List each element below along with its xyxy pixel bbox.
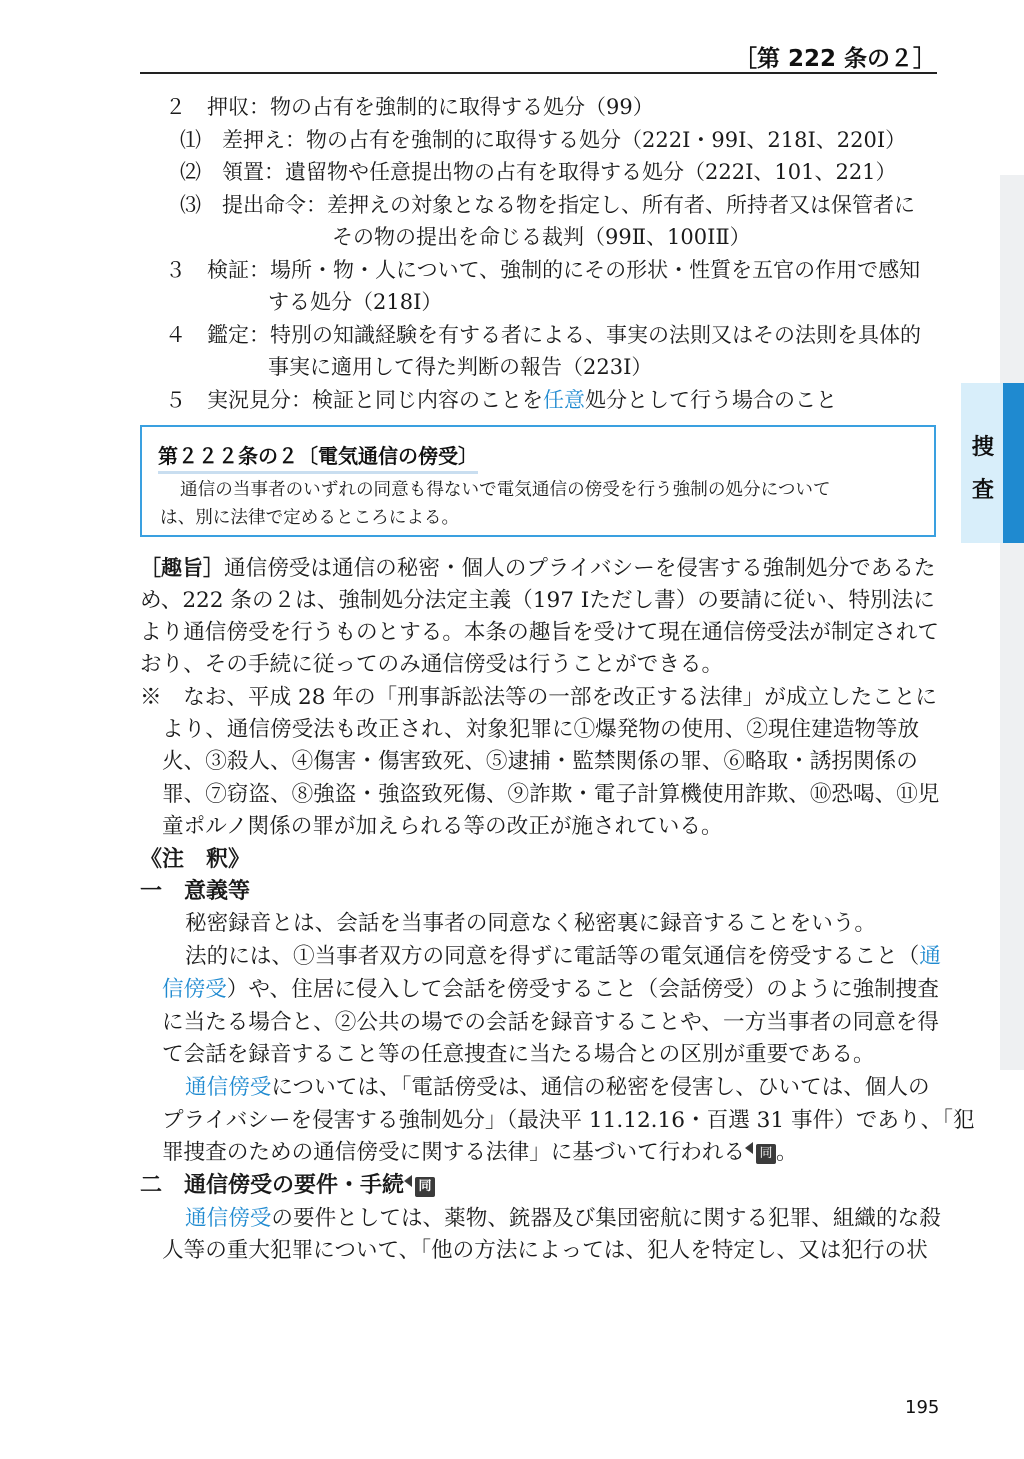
side-index-char-2: 査 — [971, 478, 994, 503]
note-line-4: 罪、⑦窃盗、⑧強盗・強盗致死傷、⑨詐欺・電子計算機使用詐欺、⑩恐喝、⑪児 — [162, 782, 940, 807]
list-item-2: ２ 押収：物の占有を強制的に取得する処分（99） — [165, 95, 654, 119]
para-1: 秘密録音とは、会話を当事者の同意なく秘密裏に録音することをいう。 — [185, 911, 877, 936]
list-item-2-2: ⑵ 領置：遺留物や任意提出物の占有を取得する処分（222Ⅰ、101、221） — [180, 160, 897, 184]
list-item-2-1: ⑴ 差押え：物の占有を強制的に取得する処分（222Ⅰ・99Ⅰ、218Ⅰ、220Ⅰ） — [180, 128, 907, 152]
term-link-nini[interactable]: 任意 — [543, 388, 585, 412]
term-link-tsushin-boju-2[interactable]: 通信傍受 — [185, 1075, 272, 1100]
list-item-2-3-cont: その物の提出を命じる裁判（99Ⅱ、100ⅠⅡ） — [332, 225, 751, 249]
term-link-tsushin-boju[interactable]: 通 — [919, 944, 941, 969]
note-line-1: ※ なお、平成 28 年の「刑事訴訟法等の一部を改正する法律」が成立したことに — [140, 685, 937, 710]
list-item-2-3: ⑶ 提出命令：差押えの対象となる物を指定し、所有者、所持者又は保管者に — [180, 193, 915, 217]
para-3-line-2: プライバシーを侵害する強制処分」（最決平 11.12.16・百選 31 事件）であり、「犯 — [162, 1108, 975, 1133]
para-2-line-3: に当たる場合と、②公共の場での会話を録音することや、一方当事者の同意を得 — [162, 1010, 939, 1035]
section-2-heading: 二 通信傍受の要件・手続 同 — [140, 1172, 435, 1200]
note-line-3: 火、③殺人、④傷害・傷害致死、⑤逮捕・監禁関係の罪、⑥略取・誘拐関係の — [162, 749, 918, 774]
term-link-tsushin-boju-cont[interactable]: 信傍受 — [162, 977, 227, 1002]
commentary-heading: 《注 釈》 — [140, 847, 251, 872]
term-link-tsushin-boju-3[interactable]: 通信傍受 — [185, 1206, 272, 1231]
note-line-2: より、通信傍受法も改正され、対象犯罪に①爆発物の使用、②現住建造物等放 — [162, 717, 920, 742]
list-item-4-cont: 事実に適用して得た判断の報告（223Ⅰ） — [268, 355, 653, 379]
side-index-strip — [1000, 175, 1024, 1070]
purpose-line-2: め、222 条の２は、強制処分法定主義（197 Ⅰただし書）の要請に従い、特別法に — [140, 588, 935, 613]
para-4-line-1: 通信傍受の要件としては、薬物、銃器及び集団密航に関する犯罪、組織的な殺 — [185, 1206, 941, 1231]
para-3-line-1: 通信傍受については、「電話傍受は、通信の秘密を侵害し、ひいては、個人の — [185, 1075, 930, 1100]
ref-mark-icon: 同 — [756, 1144, 776, 1164]
list-item-3: ３ 検証：場所・物・人について、強制的にその形状・性質を五官の作用で感知 — [165, 258, 921, 282]
list-item-4: ４ 鑑定：特別の知識経験を有する者による、事実の法則又はその法則を具体的 — [165, 323, 921, 347]
running-header: ［第 222 条の２］ — [733, 46, 936, 72]
ref-arrow-icon-2 — [404, 1175, 412, 1187]
page-number: 195 — [905, 1397, 940, 1418]
ref-mark-icon-2: 同 — [415, 1177, 435, 1197]
purpose-line-1: ［趣旨］通信傍受は通信の秘密・個人のプライバシーを侵害する強制処分であるた — [140, 556, 936, 581]
list-item-5: ５ 実況見分：検証と同じ内容のことを任意処分として行う場合のこと — [165, 388, 837, 412]
para-3-line-3: 罪捜査のための通信傍受に関する法律」に基づいて行われる 同 。 — [162, 1140, 798, 1165]
article-title: 第２２２条の２〔電気通信の傍受〕 — [158, 440, 478, 474]
para-2-line-2: 信傍受）や、住居に侵入して会話を傍受すること（会話傍受）のように強制捜査 — [162, 977, 939, 1002]
ref-arrow-icon — [745, 1142, 753, 1154]
para-2-line-4: て会話を録音すること等の任意捜査に当たる場合との区別が重要である。 — [162, 1042, 875, 1067]
header-rule — [140, 72, 937, 74]
purpose-line-4: おり、その手続に従ってのみ通信傍受は行うことができる。 — [140, 652, 724, 677]
para-2-line-1: 法的には、①当事者双方の同意を得ずに電話等の電気通信を傍受すること（通 — [185, 944, 941, 969]
note-line-5: 童ポルノ関係の罪が加えられる等の改正が施されている。 — [162, 814, 723, 839]
side-index-char-1: 捜 — [971, 435, 994, 460]
para-4-line-2: 人等の重大犯罪について、「他の方法によっては、犯人を特定し、又は犯行の状 — [162, 1238, 928, 1263]
list-item-3-cont: する処分（218Ⅰ） — [268, 290, 443, 314]
article-text-line-1: 通信の当事者のいずれの同意も得ないで電気通信の傍受を行う強制の処分について — [180, 480, 831, 500]
side-index-bar — [1003, 383, 1024, 543]
purpose-line-3: より通信傍受を行うものとする。本条の趣旨を受けて現在通信傍受法が制定されて — [140, 620, 939, 645]
article-text-line-2: は、別に法律で定めるところによる。 — [160, 508, 460, 528]
section-1-heading: 一 意義等 — [140, 879, 251, 904]
purpose-label: ［趣旨］ — [140, 556, 224, 580]
